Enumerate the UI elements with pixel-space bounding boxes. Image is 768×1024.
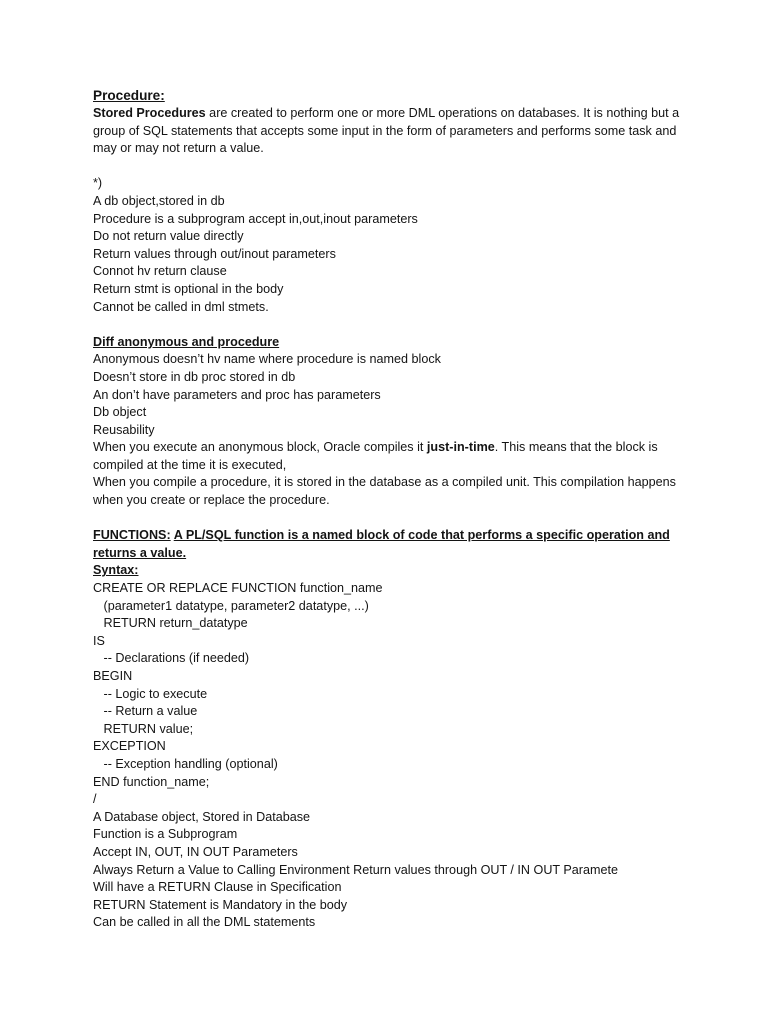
anonymous-compile-paragraph xyxy=(93,439,693,474)
code-line: RETURN value; xyxy=(93,721,194,736)
function-points-list xyxy=(93,809,693,932)
code-line: -- Exception handling (optional) xyxy=(93,756,278,771)
code-line: / xyxy=(93,792,97,807)
spacer xyxy=(93,510,693,528)
code-line: EXCEPTION xyxy=(93,739,166,754)
syntax-code-block xyxy=(93,580,693,809)
anon-compile-text-end: . This means that the block is compiled at the time it is executed, xyxy=(93,440,658,472)
procedure-intro-paragraph xyxy=(93,105,693,158)
anon-compile-text: When you execute an anonymous block, Oracle compiles it xyxy=(93,440,427,455)
code-line: -- Return a value xyxy=(93,704,198,719)
spacer xyxy=(93,158,693,176)
list-item: Db object xyxy=(93,405,147,420)
list-item: Doesn’t store in db proc stored in db xyxy=(93,369,296,384)
list-item: Can be called in all the DML statements xyxy=(93,915,316,930)
code-line: (parameter1 datatype, parameter2 datatype, ...) xyxy=(93,598,369,613)
list-item: Procedure is a subprogram accept in,out,inout parameters xyxy=(93,211,418,226)
code-line: IS xyxy=(93,633,105,648)
list-item: A db object,stored in db xyxy=(93,193,225,208)
list-marker: *) xyxy=(93,176,103,191)
list-item: Always Return a Value to Calling Environment Return values through OUT / IN OUT Paramete xyxy=(93,862,618,877)
list-item: An don’t have parameters and proc has parameters xyxy=(93,387,381,402)
code-line: -- Declarations (if needed) xyxy=(93,651,250,666)
procedure-heading: Procedure: xyxy=(93,88,165,103)
list-item: Accept IN, OUT, IN OUT Parameters xyxy=(93,844,298,859)
procedure-compile-paragraph: When you compile a procedure, it is stored in the database as a compiled unit. This compilation happens when you create or replace the procedure. xyxy=(93,475,676,508)
list-item: Connot hv return clause xyxy=(93,264,227,279)
just-in-time-term: just-in-time xyxy=(426,440,495,455)
list-item: Anonymous doesn’t hv name where procedure is named block xyxy=(93,352,441,367)
stored-procedures-term: Stored Procedures xyxy=(93,106,206,120)
code-line: RETURN return_datatype xyxy=(93,616,248,631)
list-item: Will have a RETURN Clause in Specification xyxy=(93,880,342,895)
list-item: Return stmt is optional in the body xyxy=(93,281,284,296)
diff-heading: Diff anonymous and procedure xyxy=(93,334,280,349)
document-page xyxy=(93,87,693,932)
functions-label: FUNCTIONS: xyxy=(93,528,171,543)
code-line: BEGIN xyxy=(93,669,133,683)
procedure-points-list xyxy=(93,193,693,316)
diff-points-list xyxy=(93,351,693,439)
syntax-label: Syntax: xyxy=(93,563,139,578)
procedure-intro-text: are created to perform one or more DML operations on databases. It is nothing but a group of SQL statements that accepts some input in the form of parameters and performs some task and may or may not return a value. xyxy=(93,106,680,156)
code-line: -- Logic to execute xyxy=(93,686,208,701)
code-line: END function_name; xyxy=(93,774,210,789)
functions-definition-text: A PL/SQL function is a named block of code that performs a specific operation and returns a value. xyxy=(93,528,670,560)
list-item: Return values through out/inout parameters xyxy=(93,246,336,261)
list-item: Function is a Subprogram xyxy=(93,827,238,842)
list-item: Reusability xyxy=(93,422,155,437)
list-item: RETURN Statement is Mandatory in the body xyxy=(93,897,348,912)
spacer xyxy=(93,316,693,334)
code-line: CREATE OR REPLACE FUNCTION function_name xyxy=(93,581,383,596)
functions-definition xyxy=(93,527,693,562)
list-item: Do not return value directly xyxy=(93,229,244,244)
list-item: A Database object, Stored in Database xyxy=(93,809,311,824)
list-item: Cannot be called in dml stmets. xyxy=(93,299,269,314)
